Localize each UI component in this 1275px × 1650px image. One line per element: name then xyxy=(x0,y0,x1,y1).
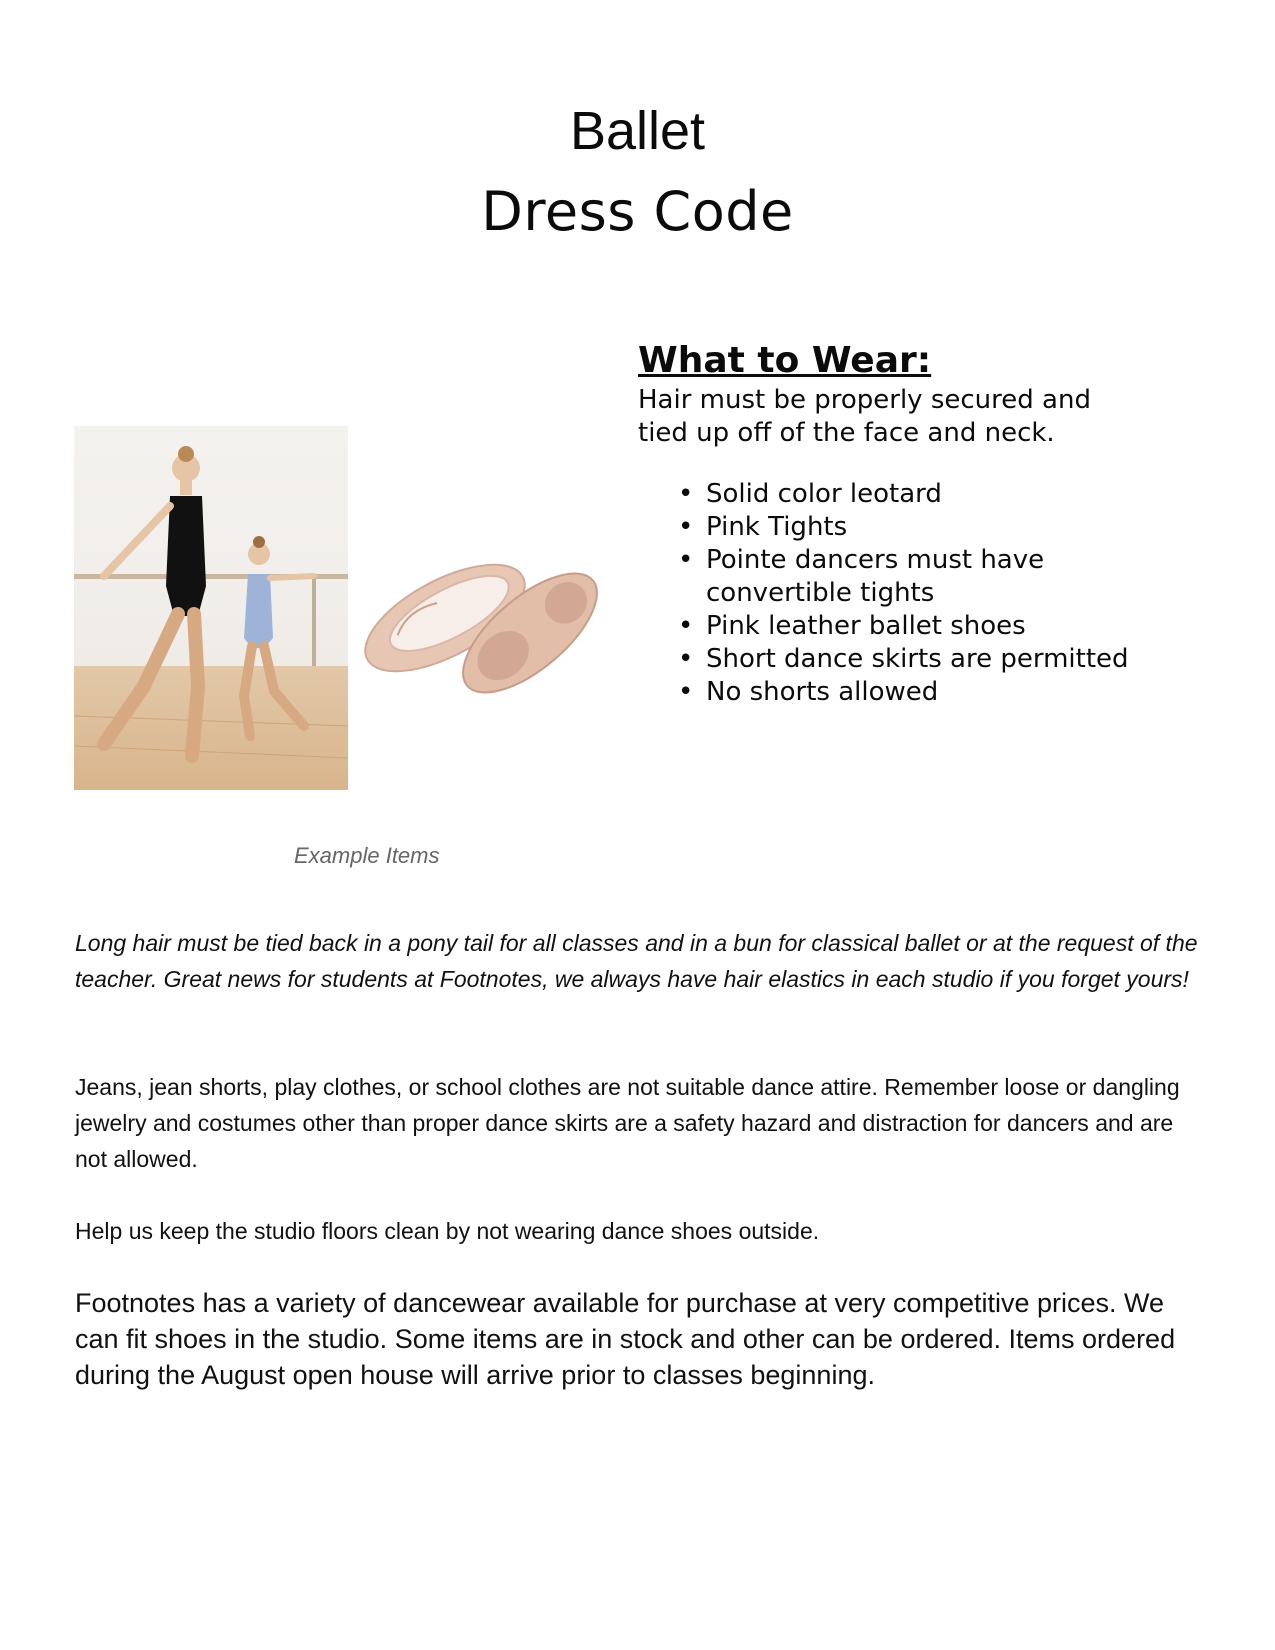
list-item: • Pink leather ballet shoes xyxy=(706,610,1198,643)
dancers-photo xyxy=(74,426,348,790)
ballet-shoes-illustration xyxy=(355,523,600,713)
hair-intro: Hair must be properly secured and tied up off of the face and neck. xyxy=(638,385,1091,448)
attire-paragraph: Jeans, jean shorts, play clothes, or school clothes are not suitable dance attire. Remember loose or dangling jewelry and costumes other than proper dance skirts are a safety hazard and distraction for dancers and are not allowed. xyxy=(75,1074,1180,1172)
hair-paragraph: Long hair must be tied back in a pony tail for all classes and in a bun for classical ballet or at the request of the teacher. Great news for students at Footnotes, we always have hair elastics in each studio if you forget yours! xyxy=(75,930,1198,992)
dancewear-paragraph: Footnotes has a variety of dancewear available for purchase at very competitive prices. We can fit shoes in the studio. Some items are in stock and other can be ordered. Items ordered during the August open house will arrive prior to classes beginning. xyxy=(75,1288,1176,1390)
list-item: • Short dance skirts are permitted xyxy=(706,643,1198,676)
ballet-shoes-image xyxy=(355,523,600,713)
wear-list xyxy=(638,478,1198,709)
page-title-line2: Dress Code xyxy=(481,180,794,243)
list-item: • Pink Tights xyxy=(706,511,1198,544)
list-item: • Solid color leotard xyxy=(706,478,1198,511)
what-to-wear-section xyxy=(638,340,1198,709)
page-title-line1: Ballet xyxy=(569,101,706,161)
dancers-illustration xyxy=(74,426,348,790)
list-item: • Pointe dancers must have convertible tights xyxy=(706,544,1066,610)
floors-paragraph: Help us keep the studio floors clean by not wearing dance shoes outside. xyxy=(75,1218,820,1244)
list-item: • No shorts allowed xyxy=(706,676,1198,709)
image-caption: Example Items xyxy=(294,843,440,868)
what-to-wear-heading: What to Wear: xyxy=(638,340,932,381)
